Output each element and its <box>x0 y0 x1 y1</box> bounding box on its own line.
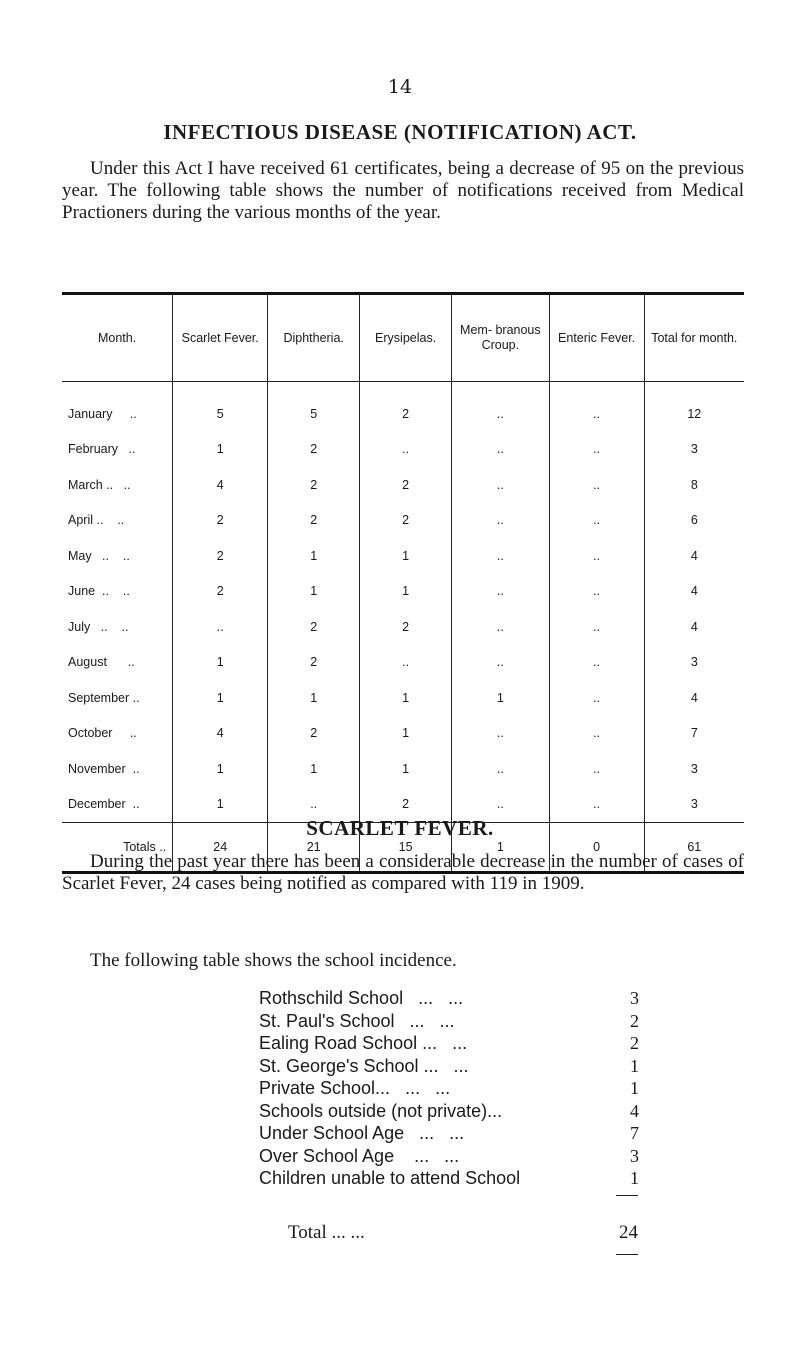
school-row <box>259 987 639 1010</box>
school-count: 3 <box>630 1145 639 1166</box>
school-name: Ealing Road School ... ... <box>259 1033 468 1053</box>
table-row <box>62 716 744 752</box>
table-row <box>62 645 744 681</box>
table-cell: 3 <box>644 645 744 681</box>
column-header: Enteric Fever. <box>549 294 644 382</box>
table-cell: 6 <box>644 503 744 539</box>
table-cell: .. <box>452 467 549 503</box>
school-row <box>259 1055 639 1078</box>
total-rule-bottom <box>616 1254 638 1255</box>
table-cell: .. <box>173 609 268 645</box>
table-cell: .. <box>452 574 549 610</box>
table-cell: 2 <box>268 503 360 539</box>
table-cell: 1 <box>268 680 360 716</box>
school-name: Children unable to attend School <box>259 1168 521 1188</box>
month-cell: February .. <box>68 442 136 457</box>
table-cell: .. <box>452 609 549 645</box>
totals-cell: 61 <box>644 823 744 873</box>
totals-cell: 24 <box>173 823 268 873</box>
table-cell: 2 <box>268 609 360 645</box>
school-count: 1 <box>630 1168 639 1188</box>
school-row <box>259 1077 639 1100</box>
table-cell: 8 <box>644 467 744 503</box>
notification-act-heading: INFECTIOUS DISEASE (NOTIFICATION) ACT. <box>163 120 637 144</box>
table-cell: 2 <box>268 645 360 681</box>
totals-cell: 15 <box>360 823 452 873</box>
table-cell: 1 <box>360 751 452 787</box>
month-cell: July .. .. <box>68 619 129 634</box>
school-row <box>259 1100 639 1123</box>
table-cell: 1 <box>452 680 549 716</box>
school-row <box>259 1010 639 1033</box>
school-name: Over School Age ... ... <box>259 1145 460 1166</box>
school-count: 1 <box>630 1055 639 1076</box>
table-cell: .. <box>549 432 644 468</box>
month-cell: September .. <box>68 690 140 705</box>
table-cell: .. <box>452 751 549 787</box>
table-cell: .. <box>549 503 644 539</box>
table-cell: 4 <box>644 538 744 574</box>
table-cell: 2 <box>268 716 360 752</box>
school-name: St. Paul's School ... ... <box>259 1010 455 1031</box>
table-cell: .. <box>452 432 549 468</box>
totals-cell: 1 <box>452 823 549 873</box>
table-cell: 1 <box>360 680 452 716</box>
column-header: Diphtheria. <box>268 294 360 382</box>
table-cell: 2 <box>360 609 452 645</box>
table-row <box>62 751 744 787</box>
table-cell: .. <box>549 538 644 574</box>
school-incidence-list <box>259 987 639 1190</box>
table-cell: .. <box>452 787 549 823</box>
table-cell: 1 <box>360 716 452 752</box>
table-cell: .. <box>549 716 644 752</box>
column-header: Month. <box>62 294 173 382</box>
table-cell: 4 <box>644 609 744 645</box>
intro-paragraph: Under this Act I have received 61 certificates, being a decrease of 95 on the previous year. The following table shows the number of notifications received from Medical Practioners during the various months of the year. <box>62 158 744 223</box>
page-number: 14 <box>387 76 413 98</box>
table-cell: .. <box>452 382 549 432</box>
month-cell: November .. <box>68 761 140 776</box>
table-row <box>62 382 744 432</box>
school-name: Rothschild School ... ... <box>259 988 464 1008</box>
table-cell: 1 <box>268 538 360 574</box>
school-name: Private School... ... ... <box>259 1078 451 1098</box>
column-header: Total for month. <box>644 294 744 382</box>
table-row <box>62 680 744 716</box>
month-cell: May .. .. <box>68 548 130 563</box>
school-count: 3 <box>630 988 639 1008</box>
table-cell: .. <box>452 716 549 752</box>
school-row <box>259 1122 639 1145</box>
table-cell: 1 <box>173 432 268 468</box>
table-cell: 2 <box>173 574 268 610</box>
school-count: 1 <box>630 1078 639 1098</box>
column-header: Erysipelas. <box>360 294 452 382</box>
table-cell: 4 <box>644 574 744 610</box>
notifications-table <box>62 292 744 874</box>
table-cell: 1 <box>173 680 268 716</box>
school-total-label: Total ... ... <box>288 1222 365 1243</box>
total-rule-top <box>616 1195 638 1196</box>
table-cell: 12 <box>644 382 744 432</box>
table-cell: 2 <box>360 467 452 503</box>
table-cell: 5 <box>268 382 360 432</box>
table-cell: .. <box>360 645 452 681</box>
month-cell: March .. .. <box>68 477 131 492</box>
table-cell: 1 <box>173 787 268 823</box>
table-cell: 3 <box>644 751 744 787</box>
table-row <box>62 503 744 539</box>
table-row <box>62 609 744 645</box>
table-cell: .. <box>452 645 549 681</box>
table-row <box>62 467 744 503</box>
table-cell: 1 <box>173 645 268 681</box>
month-cell: June .. .. <box>68 584 130 599</box>
table-cell: .. <box>452 503 549 539</box>
school-count: 2 <box>630 1010 639 1031</box>
table-row <box>62 432 744 468</box>
month-cell: October .. <box>68 726 137 741</box>
table-cell: 2 <box>173 538 268 574</box>
month-cell: April .. .. <box>68 513 125 528</box>
month-cell: January .. <box>68 406 137 421</box>
column-header: Mem- branous Croup. <box>452 294 549 382</box>
table-cell: 1 <box>360 538 452 574</box>
table-cell: .. <box>360 432 452 468</box>
school-count: 2 <box>630 1033 639 1053</box>
school-name: Schools outside (not private)... <box>259 1100 503 1121</box>
table-cell: 3 <box>644 432 744 468</box>
school-count: 4 <box>630 1100 639 1121</box>
table-cell: 2 <box>268 467 360 503</box>
month-cell: December .. <box>68 797 140 812</box>
table-cell: 4 <box>644 680 744 716</box>
table-cell: 7 <box>644 716 744 752</box>
table-cell: .. <box>268 787 360 823</box>
table-cell: 4 <box>173 467 268 503</box>
school-count: 7 <box>630 1123 639 1143</box>
table-cell: 1 <box>173 751 268 787</box>
table-cell: 2 <box>173 503 268 539</box>
table-cell: .. <box>549 680 644 716</box>
table-header-row <box>62 294 744 382</box>
table-cell: .. <box>549 467 644 503</box>
scarlet-paragraph: During the past year there has been a considerable decrease in the number of cases of Scarlet Fever, 24 cases being notified as compared with 119 in 1909. <box>62 851 744 894</box>
table-cell: 1 <box>268 751 360 787</box>
table-cell: 2 <box>360 503 452 539</box>
school-name: Under School Age ... ... <box>259 1123 465 1143</box>
table-cell: 2 <box>360 787 452 823</box>
scarlet-fever-heading: SCARLET FEVER. <box>306 816 494 840</box>
table-cell: .. <box>549 787 644 823</box>
table-cell: 3 <box>644 787 744 823</box>
school-total-row <box>288 1222 638 1244</box>
month-cell: August .. <box>68 655 135 670</box>
table-cell: 1 <box>268 574 360 610</box>
table-cell: 1 <box>360 574 452 610</box>
school-row <box>259 1032 639 1055</box>
table-row <box>62 574 744 610</box>
table-cell: .. <box>549 574 644 610</box>
table-cell: .. <box>549 645 644 681</box>
totals-cell: 0 <box>549 823 644 873</box>
column-header: Scarlet Fever. <box>173 294 268 382</box>
table-cell: .. <box>452 538 549 574</box>
totals-label: Totals .. <box>62 823 173 873</box>
school-name: St. George's School ... ... <box>259 1055 469 1076</box>
table-cell: .. <box>549 609 644 645</box>
table-cell: 5 <box>173 382 268 432</box>
table-cell: 2 <box>360 382 452 432</box>
totals-cell: 21 <box>268 823 360 873</box>
school-intro: The following table shows the school incidence. <box>90 950 457 971</box>
table-row <box>62 538 744 574</box>
school-row <box>259 1167 639 1190</box>
table-cell: 4 <box>173 716 268 752</box>
table-cell: 2 <box>268 432 360 468</box>
school-row <box>259 1145 639 1168</box>
school-total-value: 24 <box>619 1222 638 1243</box>
table-cell: .. <box>549 382 644 432</box>
table-cell: .. <box>549 751 644 787</box>
